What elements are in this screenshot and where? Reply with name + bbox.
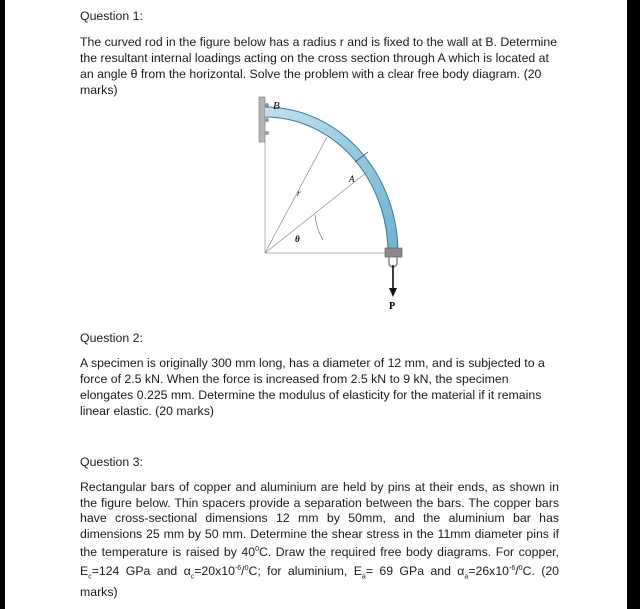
q3-text-g: = 69 GPa and α <box>365 564 465 579</box>
subscript-a: a <box>361 573 366 581</box>
q3-text-h: =26x10 <box>468 564 509 579</box>
q3-text-j: C. (20 marks) <box>80 564 560 600</box>
document-page <box>5 0 627 609</box>
curved-rod-figure <box>235 90 435 320</box>
label-r: r <box>297 188 301 198</box>
subscript-c: c <box>190 573 195 581</box>
q3-text-f: C; for aluminium, E <box>248 564 362 579</box>
q3-text-a: Rectangular bars of copper and aluminium are held by pins at their ends, as shown in the figure below. Thin spacers provide a separation between the bars. The copper bars have cross-sectional dimensions 12 mm by 50mm, and the aluminium bar has dimensions 25 mm by 50 mm. Determine the shear stress in the 11mm diameter pins if the temperature is raised by 40 <box>80 480 559 560</box>
degree-symbol: 0 <box>244 565 249 573</box>
q3-text-d: =20x10 <box>194 564 235 579</box>
subscript-c: c <box>88 573 92 581</box>
exponent: -6 <box>509 565 516 573</box>
question-2-text: A specimen is originally 300 mm long, has a diameter of 12 mm, and is subjected to a force of 2.5 kN. When the force is increased from 2.5 kN to 9 kN, the specimen elongates 0.225 mm. Determine the modulus of elasticity for the material if it remains linear elastic. (20 marks) <box>80 356 545 418</box>
q3-text-i: / <box>515 564 519 579</box>
question-3-text <box>80 480 559 601</box>
label-A: A <box>349 174 355 184</box>
exponent: -6 <box>234 565 242 573</box>
subscript-a: a <box>464 573 469 581</box>
q3-text-c: =124 GPa and α <box>91 564 191 579</box>
question-3-title: Question 3: <box>80 455 143 469</box>
question-1-title: Question 1: <box>80 9 143 23</box>
label-theta: θ <box>295 234 300 244</box>
degree-symbol: 0 <box>255 546 259 554</box>
question-1-text: The curved rod in the figure below has a radius r and is fixed to the wall at B. Determine the resultant internal loadings acting on the cross section through A which is located at an angle θ from the horizontal. Solve the problem with a clear free body diagram. (20 marks) <box>80 35 558 97</box>
q3-text-b: C. Draw the required free body diagrams. For copper, E <box>80 545 559 579</box>
label-P: P <box>389 301 396 312</box>
label-B: B <box>273 100 280 112</box>
q3-text-e: / <box>241 564 245 579</box>
degree-symbol: 0 <box>518 565 523 573</box>
question-2-title: Question 2: <box>80 331 143 345</box>
